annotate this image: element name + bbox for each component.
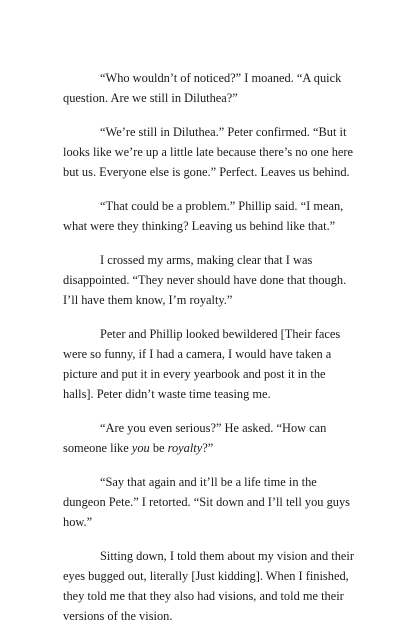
paragraph-6 — [63, 418, 357, 458]
emphasis-text: royalty — [167, 441, 203, 455]
paragraph-3 — [63, 196, 357, 236]
paragraph-text: “Say that again and it’ll be a life time in the dungeon Pete.” I retorted. “Sit down and I’ll tell you guys how.” — [63, 475, 350, 529]
paragraph-text: “Who wouldn’t of noticed?” I moaned. “A quick question. Are we still in Diluthea?” — [63, 71, 342, 105]
paragraph-text: be — [149, 441, 168, 455]
paragraph-4 — [63, 250, 357, 310]
paragraph-text: “We’re still in Diluthea.” Peter confirmed. “But it looks like we’re up a little late because there’s no one here but us. Everyone else is gone.” Perfect. Leaves us behind. — [63, 125, 354, 179]
paragraph-2 — [63, 122, 357, 182]
paragraph-8 — [63, 546, 357, 626]
paragraph-text: “Are you even serious?” He asked. “How can someone like — [63, 421, 327, 455]
paragraph-text: I crossed my arms, making clear that I was disappointed. “They never should have done that though. I’ll have them know, I’m royalty.” — [63, 253, 347, 307]
paragraph-5 — [63, 324, 357, 404]
paragraph-7 — [63, 472, 357, 532]
paragraph-text: ?” — [202, 441, 214, 455]
paragraph-text: “That could be a problem.” Phillip said. “I mean, what were they thinking? Leaving us behind like that.” — [63, 199, 344, 233]
body-text — [63, 68, 357, 626]
paragraph-text: Sitting down, I told them about my vision and their eyes bugged out, literally [Just kidding]. When I finished, they told me that they also had visions, and told me their versions of the vision. — [63, 549, 354, 623]
paragraph-1 — [63, 68, 357, 108]
paragraph-text: Peter and Phillip looked bewildered [Their faces were so funny, if I had a camera, I would have taken a picture and put it in every yearbook and post it in the halls]. Peter didn’t waste time teasing me. — [63, 327, 341, 401]
emphasis-text: you — [131, 441, 150, 455]
